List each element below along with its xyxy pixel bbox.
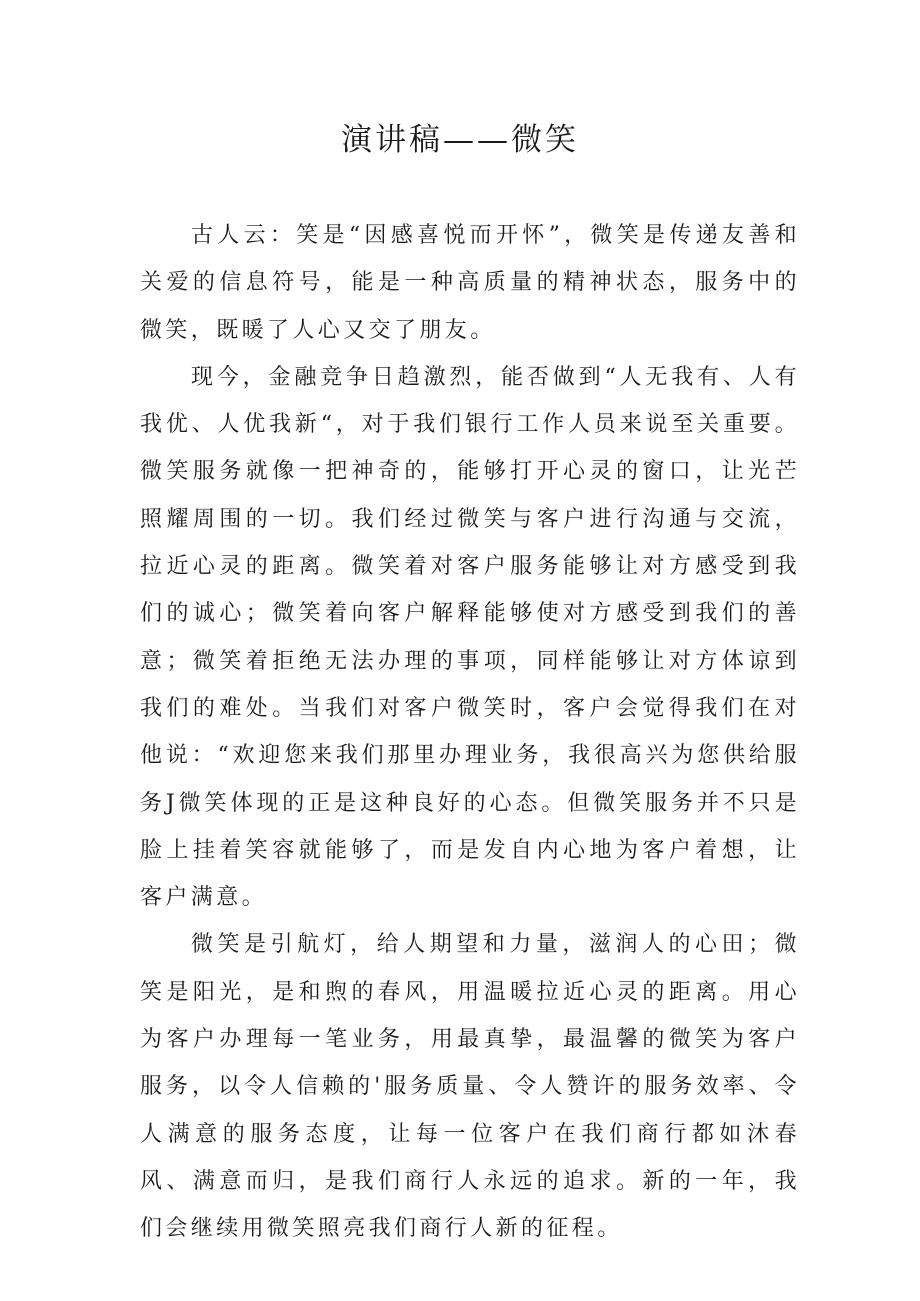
paragraph-3: 微笑是引航灯，给人期望和力量，滋润人的心田；微笑是阳光，是和煦的春风，用温暖拉近心灵的距离。用心为客户办理每一笔业务，用最真挚，最温馨的微笑为客户服务，以令人信赖的'服务质量、令人赞许的服务效率、令人满意的服务态度，让每一位客户在我们商行都如沐春风、满意而归，是我们商行人永远的追求。新的一年，我们会继续用微笑照亮我们商行人新的征程。: [140, 932, 800, 1242]
paragraph-1: 古人云：笑是“因感喜悦而开怀”，微笑是传递友善和关爱的信息符号，能是一种高质量的精神状态，服务中的微笑，既暖了人心又交了朋友。: [140, 223, 800, 343]
document-body: [140, 212, 800, 1253]
document-title: 演讲稿——微笑: [341, 122, 579, 158]
paragraph-2: 现今，金融竞争日趋激烈，能否做到“人无我有、人有我优、人优我新“，对于我们银行工作人员来说至关重要。微笑服务就像一把神奇的，能够打开心灵的窗口，让光芒照耀周围的一切。我们经过微笑与客户进行沟通与交流，拉近心灵的距离。微笑着对客户服务能够让对方感受到我们的诚心；微笑着向客户解释能够使对方感受到我们的善意；微笑着拒绝无法办理的事项，同样能够让对方体谅到我们的难处。当我们对客户微笑时，客户会觉得我们在对他说：“欢迎您来我们那里办理业务，我很高兴为您供给服务J微笑体现的正是这种良好的心态。但微笑服务并不只是脸上挂着笑容就能够了，而是发自内心地为客户着想，让客户满意。: [140, 364, 800, 911]
